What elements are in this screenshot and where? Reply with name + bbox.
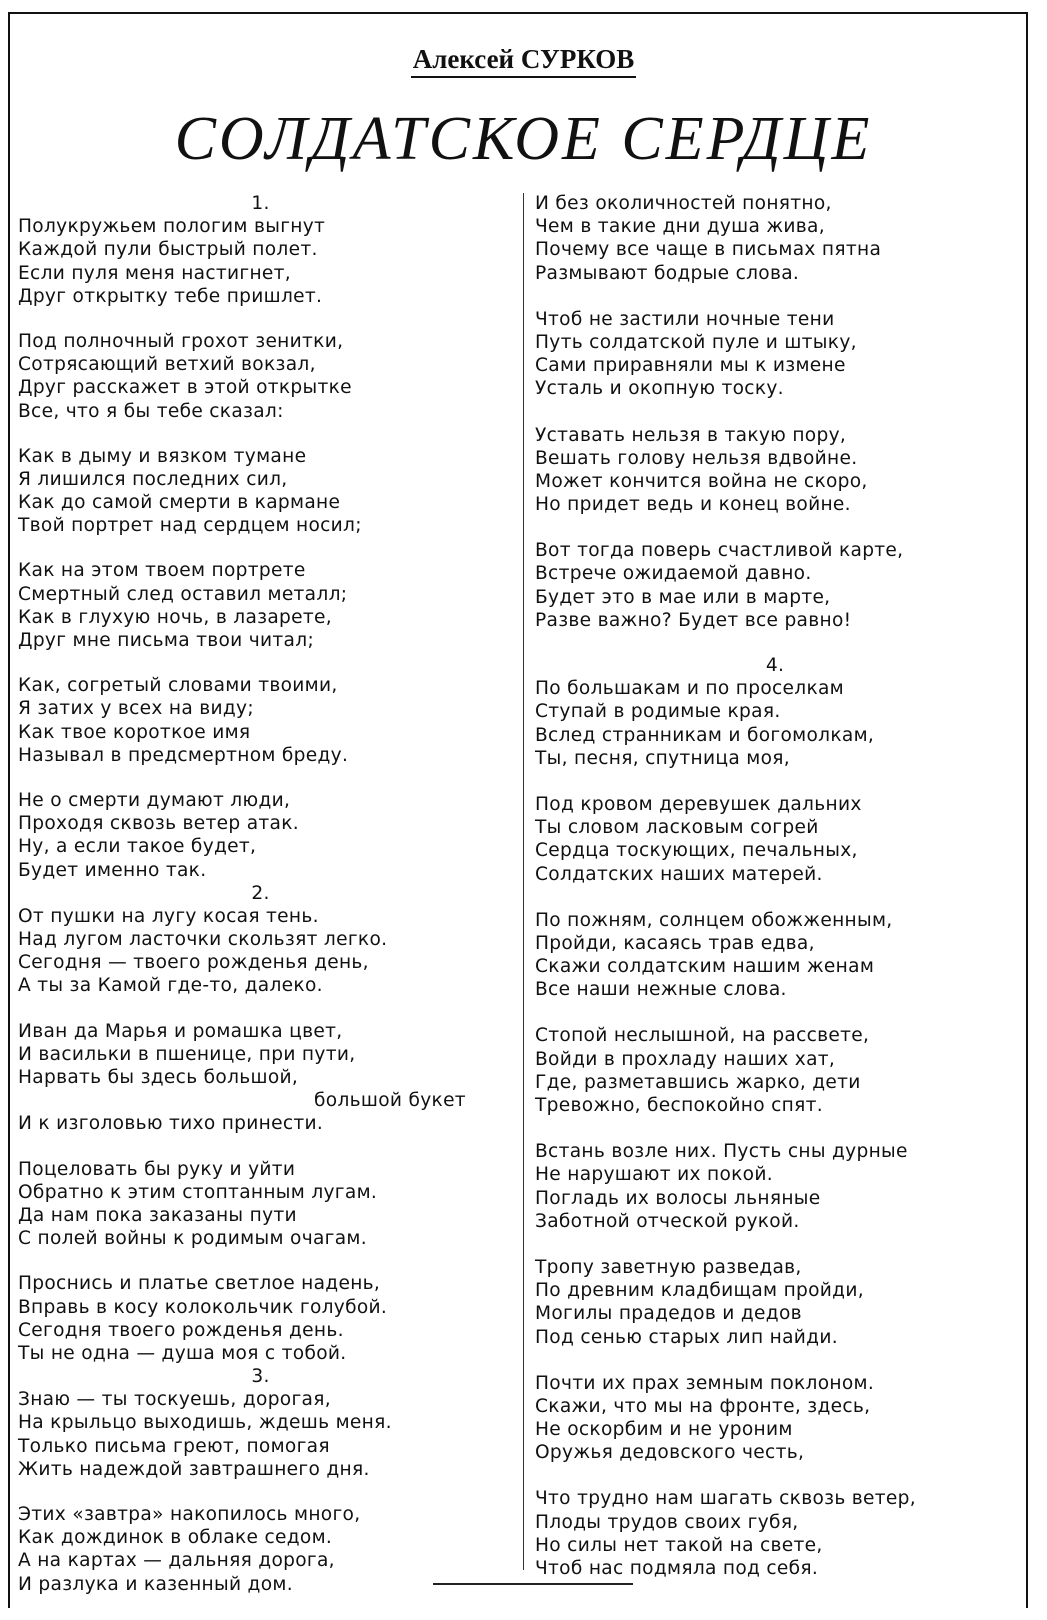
verse-line: Сотрясающий ветхий вокзал, xyxy=(18,354,316,376)
verse-line: Этих «завтра» накопилось много, xyxy=(18,1504,361,1525)
verse-line: Скажи, что мы на фронте, здесь, xyxy=(535,1395,871,1417)
verse-line: Может кончится война не скоро, xyxy=(535,470,868,492)
stanza xyxy=(18,905,503,998)
verse-line: Усталь и окопную тоску. xyxy=(535,378,784,400)
verse-line: Пройди, касаясь трав едва, xyxy=(535,932,815,954)
stanza xyxy=(18,215,503,308)
verse-line: А на картах — дальняя дорога, xyxy=(18,1550,335,1572)
verse-line: По большакам и по проселкам xyxy=(535,678,844,700)
verse-line: Поцеловать бы руку и уйти xyxy=(18,1158,296,1180)
verse-line: Ты не одна — душа моя с тобой. xyxy=(18,1342,347,1364)
verse-line: А ты за Камой где-то, далеко. xyxy=(18,975,323,997)
stanza xyxy=(535,677,1015,770)
verse-line: Солдатских наших матерей. xyxy=(535,863,823,885)
verse-line: Могилы прадедов и дедов xyxy=(535,1303,802,1325)
stanza xyxy=(18,1272,503,1365)
verse-line: Друг расскажет в этой открытке xyxy=(18,377,352,399)
verse-line: Иван да Марья и ромашка цвет, xyxy=(18,1020,343,1042)
verse-line: Но придет ведь и конец войне. xyxy=(535,494,851,516)
verse-line: Ну, а если такое будет, xyxy=(18,836,257,858)
poem-title: СОЛДАТСКОЕ СЕРДЦЕ xyxy=(174,105,873,173)
verse-line: Размывают бодрые слова. xyxy=(535,262,800,284)
section-number: 1. xyxy=(251,193,270,214)
stanza xyxy=(535,539,1015,632)
stanza xyxy=(535,308,1015,401)
verse-line: Как на этом твоем портрете xyxy=(18,560,306,582)
verse-line: С полей войны к родимым очагам. xyxy=(18,1228,367,1250)
verse-line: Как дождинок в облаке седом. xyxy=(18,1527,333,1549)
verse-line: Погладь их волосы льняные xyxy=(535,1187,821,1209)
verse-line: Чем в такие дни душа жива, xyxy=(535,216,825,238)
verse-line: Стопой неслышной, на рассвете, xyxy=(535,1025,870,1047)
stanza xyxy=(535,1487,1015,1580)
column-divider xyxy=(523,193,524,1570)
verse-line: От пушки на лугу косая тень. xyxy=(18,905,319,927)
verse-line: Но силы нет такой на свете, xyxy=(535,1534,823,1556)
stanza xyxy=(535,793,1015,886)
verse-line: Оружья дедовского честь, xyxy=(535,1442,805,1464)
verse-line: На крыльцо выходишь, ждешь меня. xyxy=(18,1412,392,1434)
verse-line: Встрече ожидаемой давно. xyxy=(535,563,812,585)
verse-line: Плоды трудов своих губя, xyxy=(535,1511,799,1533)
verse-line: Я лишился последних сил, xyxy=(18,468,288,490)
section-number: 2. xyxy=(251,882,270,904)
verse-line: Почему все чаще в письмах пятна xyxy=(535,239,882,261)
verse-line: Заботной отческой рукой. xyxy=(535,1210,800,1232)
author-text: Алексей СУРКОВ xyxy=(411,44,636,78)
verse-line: Если пуля меня настигнет, xyxy=(18,262,292,284)
verse-line: Над лугом ласточки скользят легко. xyxy=(18,929,388,951)
verse-line: Вправь в косу колокольчик голубой. xyxy=(18,1296,388,1318)
verse-line-continued: большой букет xyxy=(314,1090,466,1112)
verse-line: Да нам пока заказаны пути xyxy=(18,1204,297,1226)
stanza xyxy=(18,559,503,652)
verse-line: Друг мне письма твои читал; xyxy=(18,630,315,651)
verse-line: Не нарушают их покой. xyxy=(535,1164,773,1186)
verse-line: Ты словом ласковым согрей xyxy=(535,817,819,839)
verse-line: Вот тогда поверь счастливой карте, xyxy=(535,540,904,562)
verse-line: Каждой пули быстрый полет. xyxy=(18,239,318,261)
verse-line: И разлука и казенный дом. xyxy=(18,1573,293,1595)
stanza xyxy=(535,424,1015,517)
verse-line: Как до самой смерти в кармане xyxy=(18,492,341,514)
left-column xyxy=(18,192,503,1596)
verse-line: И к изголовью тихо принести. xyxy=(18,1113,324,1135)
verse-line: Тропу заветную разведав, xyxy=(535,1256,802,1278)
stanza xyxy=(535,1140,1015,1233)
stanza xyxy=(18,1158,503,1251)
verse-line: Знаю — ты тоскуешь, дорогая, xyxy=(18,1389,331,1411)
verse-line: Друг открытку тебе пришлет. xyxy=(18,285,323,307)
author-name xyxy=(0,44,1047,75)
verse-line: Чтоб нас подмяла под себя. xyxy=(535,1558,819,1579)
verse-line: Как в дыму и вязком тумане xyxy=(18,445,307,467)
verse-line: Встань возле них. Пусть сны дурные xyxy=(535,1141,908,1163)
verse-line: Только письма греют, помогая xyxy=(18,1435,330,1457)
verse-line: Войди в прохладу наших хат, xyxy=(535,1048,836,1070)
verse-line: Сегодня — твоего рожденья день, xyxy=(18,952,369,974)
section-number: 4. xyxy=(765,655,785,676)
verse-line: Вслед странникам и богомолкам, xyxy=(535,724,875,746)
verse-line: Я затих у всех на виду; xyxy=(18,698,254,720)
verse-line: Проснись и платье светлое надень, xyxy=(18,1273,381,1295)
verse-line: Жить надеждой завтрашнего дня. xyxy=(18,1458,370,1480)
verse-line: Обратно к этим стоптанным лугам. xyxy=(18,1181,378,1203)
verse-line: Скажи солдатским нашим женам xyxy=(535,956,875,978)
end-rule xyxy=(433,1583,633,1585)
section-number: 3. xyxy=(251,1366,270,1388)
verse-line: Будет это в мае или в марте, xyxy=(535,586,831,608)
verse-line: Ты, песня, спутница моя, xyxy=(535,747,790,769)
verse-line: Все наши нежные слова. xyxy=(535,979,787,1001)
right-column xyxy=(535,192,1015,1580)
verse-line: Не о смерти думают люди, xyxy=(18,789,291,811)
verse-line: Уставать нельзя в такую пору, xyxy=(535,424,847,446)
verse-line: Путь солдатской пуле и штыку, xyxy=(535,331,857,353)
verse-line: Твой портрет над сердцем носил; xyxy=(18,515,362,537)
verse-line: Сами приравняли мы к измене xyxy=(535,355,846,377)
verse-line: Почти их прах земным поклоном. xyxy=(535,1372,875,1394)
verse-line: Как, согретый словами твоими, xyxy=(18,675,338,697)
verse-line: Нарвать бы здесь большой, xyxy=(18,1067,299,1088)
verse-line: Под кровом деревушек дальних xyxy=(535,793,862,815)
stanza xyxy=(18,674,503,767)
stanza xyxy=(535,1372,1015,1465)
stanza xyxy=(18,1388,503,1481)
stanza xyxy=(18,1020,503,1136)
verse-line: Вешать голову нельзя вдвойне. xyxy=(535,447,858,469)
stanza xyxy=(18,1503,503,1596)
verse-line: Ступай в родимые края. xyxy=(535,701,781,723)
stanza xyxy=(18,330,503,423)
verse-line: Тревожно, беспокойно спят. xyxy=(535,1095,823,1116)
verse-line: Где, разметавшись жарко, дети xyxy=(535,1071,861,1093)
stanza xyxy=(18,789,503,882)
stanza xyxy=(535,1024,1015,1117)
verse-line: Как в глухую ночь, в лазарете, xyxy=(18,606,332,628)
verse-line: Сегодня твоего рожденья день. xyxy=(18,1319,344,1341)
verse-line: Разве важно? Будет все равно! xyxy=(535,609,852,631)
stanza xyxy=(535,192,1015,285)
verse-line: Называл в предсмертном бреду. xyxy=(18,744,349,766)
verse-line: Будет именно так. xyxy=(18,859,207,881)
verse-line: Полукружьем пологим выгнут xyxy=(18,216,326,238)
verse-line: И васильки в пшенице, при пути, xyxy=(18,1043,356,1065)
verse-line: Под сенью старых лип найди. xyxy=(535,1326,838,1348)
stanza xyxy=(535,1256,1015,1349)
verse-line: Все, что я бы тебе сказал: xyxy=(18,400,284,422)
stanza xyxy=(18,445,503,538)
verse-line: По пожням, солнцем обожженным, xyxy=(535,909,893,931)
verse-line: Чтоб не застили ночные тени xyxy=(535,308,835,330)
verse-line: Не оскорбим и не уроним xyxy=(535,1419,793,1441)
verse-line: Смертный след оставил металл; xyxy=(18,583,348,605)
verse-line: Проходя сквозь ветер атак. xyxy=(18,813,299,835)
stanza xyxy=(535,909,1015,1002)
verse-line: Под полночный грохот зенитки, xyxy=(18,330,344,352)
verse-line: По древним кладбищам пройди, xyxy=(535,1280,864,1302)
verse-line: Сердца тоскующих, печальных, xyxy=(535,840,858,862)
verse-line: И без околичностей понятно, xyxy=(535,193,832,214)
verse-line: Что трудно нам шагать сквозь ветер, xyxy=(535,1488,916,1510)
verse-line: Как твое короткое имя xyxy=(18,721,251,743)
